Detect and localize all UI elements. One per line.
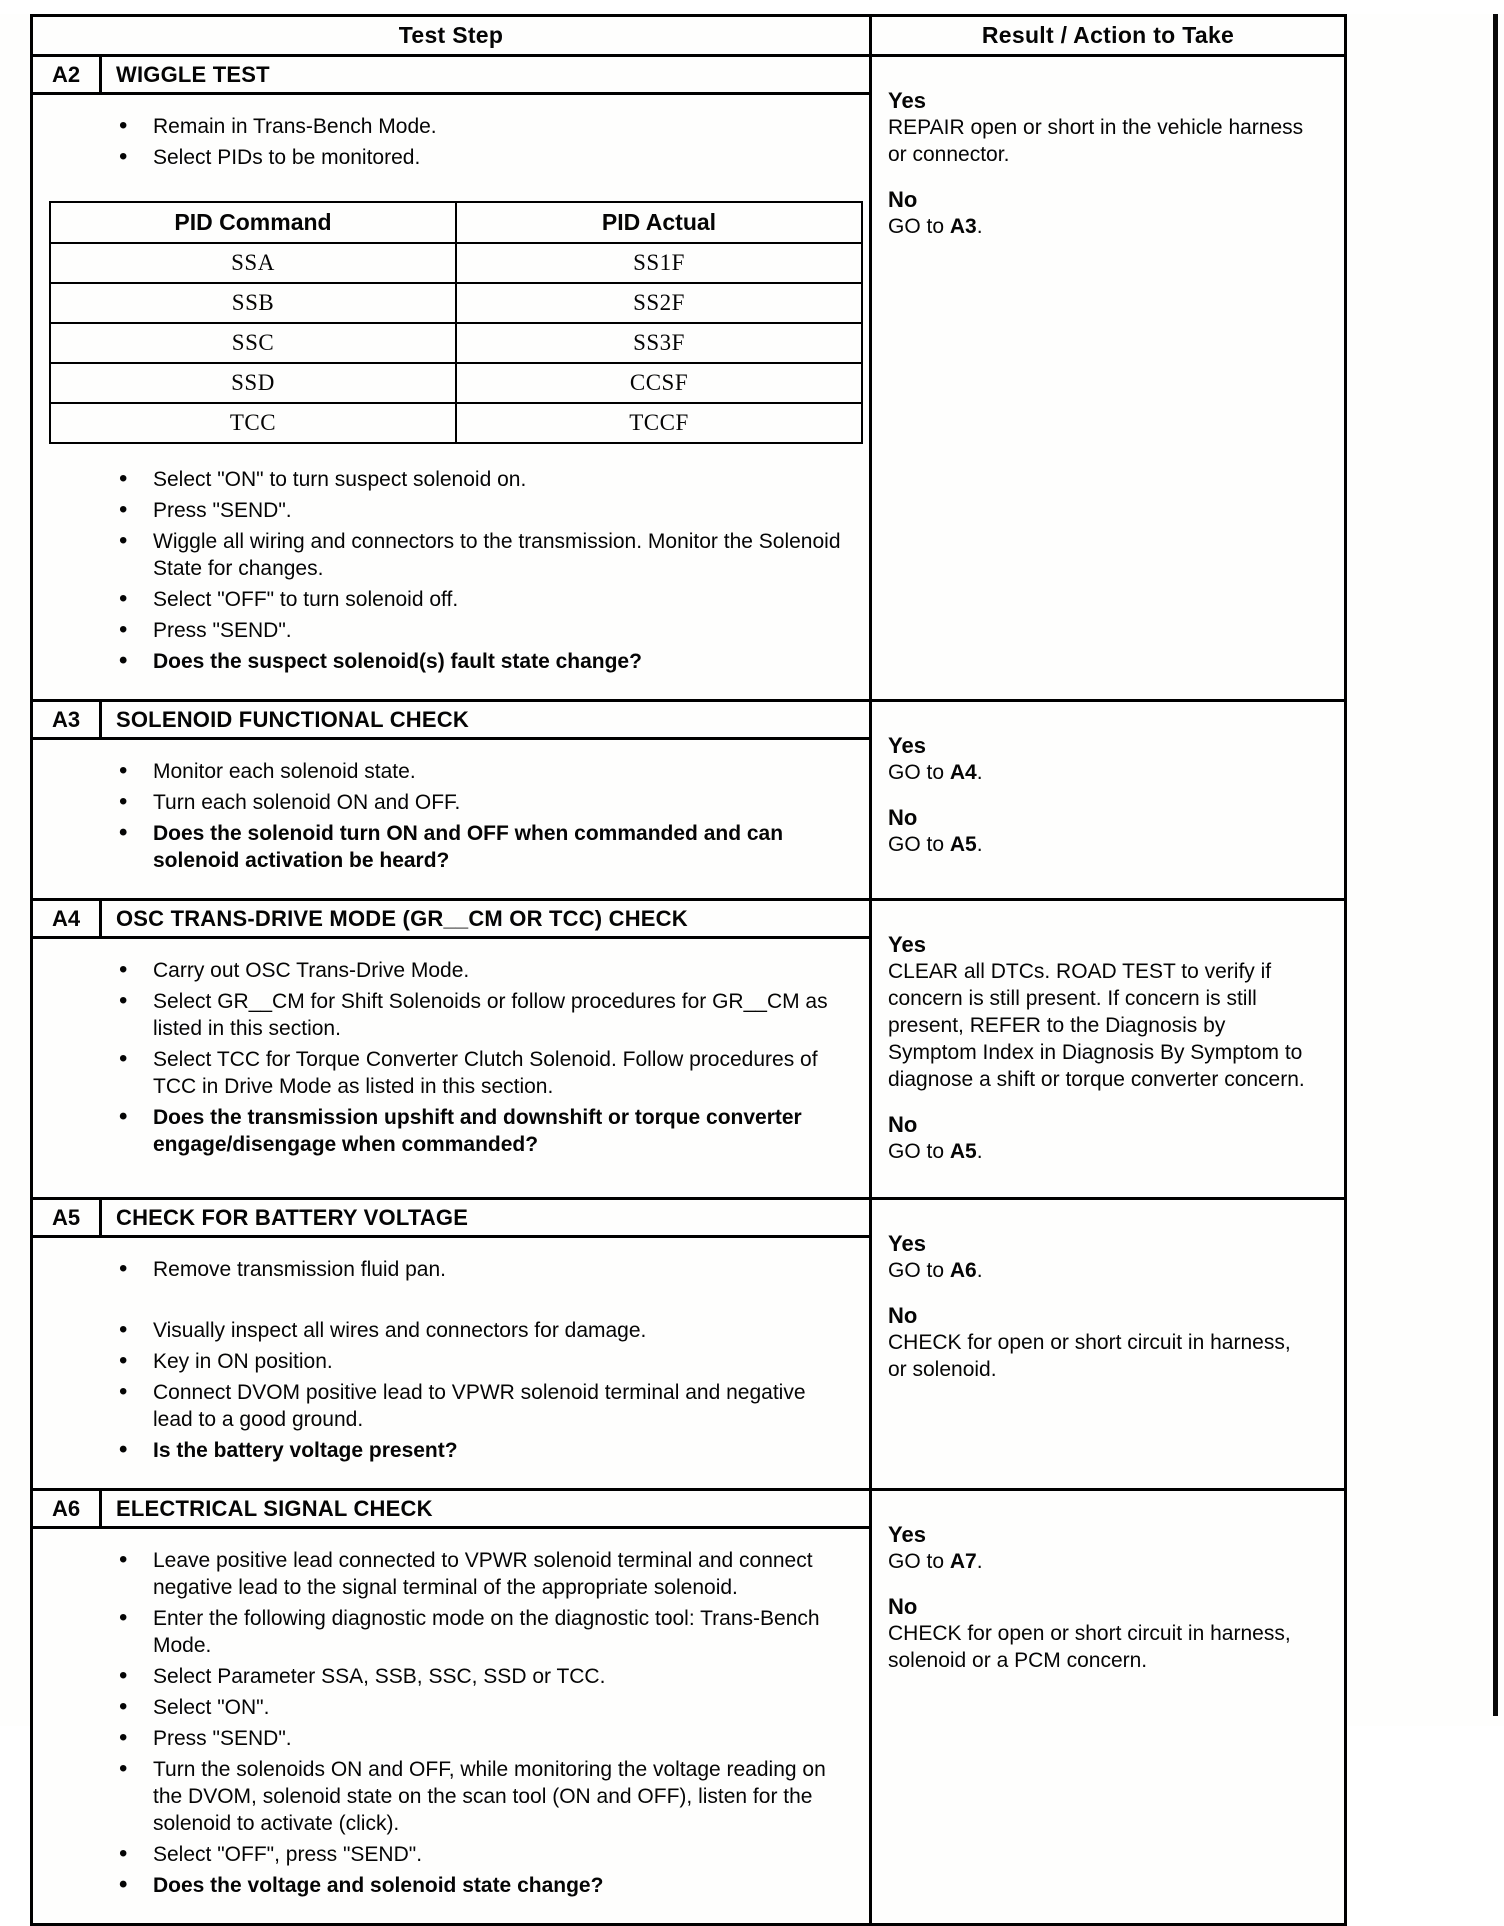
result-action-text: [888, 213, 1308, 240]
test-step-cell: [32, 56, 871, 701]
test-instruction: • Press "SEND".: [33, 497, 851, 524]
result-action-text: [888, 759, 1308, 786]
action-text: .: [976, 1140, 983, 1163]
test-steps-container: [32, 56, 1346, 1925]
test-question: • Does the solenoid turn ON and OFF when commanded and can solenoid activation be heard?: [33, 820, 851, 874]
pid-table: [49, 201, 863, 444]
bullet-list: [33, 758, 855, 874]
step-header: [33, 57, 869, 95]
pid-value: CCSF: [456, 363, 862, 403]
step-body: [33, 740, 869, 898]
pid-value: SS2F: [456, 283, 862, 323]
test-instruction: • Select Parameter SSA, SSB, SSC, SSD or TCC.: [33, 1663, 851, 1690]
scan-edge-artifact: [1493, 14, 1498, 1716]
result-action-text: [888, 1620, 1308, 1674]
test-instruction: • Key in ON position.: [33, 1348, 851, 1375]
result-action-cell: [871, 900, 1346, 1199]
pid-table-row: [50, 243, 862, 283]
test-step-column-header: Test Step: [32, 16, 871, 56]
test-instruction: • Press "SEND".: [33, 617, 851, 644]
action-text: .: [976, 1550, 983, 1573]
test-instruction: • Remain in Trans-Bench Mode.: [33, 113, 851, 140]
test-instruction: • Turn the solenoids ON and OFF, while monitoring the voltage reading on the DVOM, solenoid state on the scan tool (ON and OFF), listen for the solenoid to activate (click).: [33, 1756, 851, 1837]
test-instruction: • Wiggle all wiring and connectors to the transmission. Monitor the Solenoid State for changes.: [33, 528, 851, 582]
step-title: CHECK FOR BATTERY VOLTAGE: [116, 1205, 469, 1230]
result-block: [888, 1111, 1324, 1165]
result-action-text: [888, 1329, 1308, 1383]
result-action-cell: [871, 1199, 1346, 1490]
action-text: CLEAR all DTCs. ROAD TEST to verify if concern is still present. If concern is still present, REFER to the Diagnosis by Symptom Index in Diagnosis By Symptom to diagnose a shift or torque converter concern.: [888, 960, 1305, 1091]
bullet-list: [33, 1256, 855, 1464]
test-instruction: • Carry out OSC Trans-Drive Mode.: [33, 957, 851, 984]
result-label: No: [888, 1303, 918, 1328]
action-text: GO to: [888, 1550, 950, 1573]
result-label: Yes: [888, 733, 926, 758]
step-reference: A3: [949, 215, 977, 238]
test-instruction: • Remove transmission fluid pan.: [33, 1256, 851, 1283]
pid-value: SSD: [50, 363, 456, 403]
result-action-cell: [871, 1490, 1346, 1925]
table-header: [32, 16, 1346, 56]
test-instruction: • Visually inspect all wires and connectors for damage.: [33, 1317, 851, 1344]
step-body: [33, 95, 869, 699]
step-reference: A7: [949, 1550, 977, 1573]
step-row-a2: [32, 56, 1346, 701]
result-block: [888, 1593, 1324, 1674]
result-action-text: [888, 1138, 1308, 1165]
step-header: [33, 1200, 869, 1238]
result-action-text: [888, 1548, 1308, 1575]
step-id: A3: [33, 702, 102, 737]
action-text: GO to: [888, 1140, 950, 1163]
step-reference: A4: [949, 761, 977, 784]
test-step-cell: [32, 1199, 871, 1490]
result-block: [888, 186, 1324, 240]
result-block: [888, 87, 1324, 168]
step-reference: A5: [949, 1140, 977, 1163]
pid-value: SS1F: [456, 243, 862, 283]
step-title: ELECTRICAL SIGNAL CHECK: [116, 1496, 433, 1521]
pid-column-header: PID Actual: [456, 202, 862, 243]
step-header: [33, 1491, 869, 1529]
step-header: [33, 702, 869, 740]
result-block: [888, 1521, 1324, 1575]
result-label: Yes: [888, 1231, 926, 1256]
test-step-cell: [32, 900, 871, 1199]
test-instruction: • Select "OFF", press "SEND".: [33, 1841, 851, 1868]
result-label: Yes: [888, 1522, 926, 1547]
result-label: No: [888, 1594, 918, 1619]
pid-table-row: [50, 403, 862, 443]
action-text: .: [976, 1259, 983, 1282]
test-instruction: • Leave positive lead connected to VPWR solenoid terminal and connect negative lead to the signal terminal of the appropriate solenoid.: [33, 1547, 851, 1601]
pid-table-row: [50, 323, 862, 363]
step-row-a3: [32, 701, 1346, 900]
result-action-text: [888, 1257, 1308, 1284]
table-header-row: [32, 16, 1346, 56]
test-instruction: • Monitor each solenoid state.: [33, 758, 851, 785]
result-label: No: [888, 187, 918, 212]
test-question: • Is the battery voltage present?: [33, 1437, 851, 1464]
result-block: [888, 1302, 1324, 1383]
step-row-a5: [32, 1199, 1346, 1490]
pid-value: TCCF: [456, 403, 862, 443]
test-instruction: • Turn each solenoid ON and OFF.: [33, 789, 851, 816]
action-text: .: [976, 833, 983, 856]
pinpoint-test-table: [30, 14, 1347, 1926]
test-step-cell: [32, 1490, 871, 1925]
test-instruction: • Select "ON".: [33, 1694, 851, 1721]
result-action-text: [888, 958, 1308, 1093]
pid-table-row: [50, 283, 862, 323]
step-title: WIGGLE TEST: [116, 62, 270, 87]
test-step-cell: [32, 701, 871, 900]
bullet-list: [33, 957, 855, 1158]
action-text: .: [976, 215, 983, 238]
test-instruction: • Connect DVOM positive lead to VPWR solenoid terminal and negative lead to a good ground.: [33, 1379, 851, 1433]
pid-table-row: [50, 363, 862, 403]
action-text: .: [976, 761, 983, 784]
step-body: [33, 939, 869, 1182]
step-body: [33, 1529, 869, 1923]
test-instruction: • Select PIDs to be monitored.: [33, 144, 851, 171]
result-block: [888, 732, 1324, 786]
action-text: CHECK for open or short circuit in harness, solenoid or a PCM concern.: [888, 1622, 1291, 1672]
test-instruction: • Press "SEND".: [33, 1725, 851, 1752]
result-block: [888, 931, 1324, 1093]
pid-value: TCC: [50, 403, 456, 443]
pid-value: SSC: [50, 323, 456, 363]
step-reference: A6: [949, 1259, 977, 1282]
action-text: GO to: [888, 761, 950, 784]
step-row-a6: [32, 1490, 1346, 1925]
test-instruction: • Select "ON" to turn suspect solenoid on.: [33, 466, 851, 493]
step-header: [33, 901, 869, 939]
step-id: A2: [33, 57, 102, 92]
test-question: • Does the suspect solenoid(s) fault state change?: [33, 648, 851, 675]
result-label: No: [888, 1112, 918, 1137]
step-id: A4: [33, 901, 102, 936]
bullet-list: [33, 113, 855, 171]
result-action-cell: [871, 56, 1346, 701]
pid-value: SSA: [50, 243, 456, 283]
pid-column-header: PID Command: [50, 202, 456, 243]
action-text: GO to: [888, 833, 950, 856]
result-label: Yes: [888, 88, 926, 113]
step-id: A5: [33, 1200, 102, 1235]
step-body: [33, 1238, 869, 1488]
result-action-cell: [871, 701, 1346, 900]
bullet-list: [33, 466, 855, 675]
result-action-text: [888, 114, 1308, 168]
pid-value: SSB: [50, 283, 456, 323]
step-reference: A5: [949, 833, 977, 856]
step-row-a4: [32, 900, 1346, 1199]
test-instruction: • Select GR__CM for Shift Solenoids or follow procedures for GR__CM as listed in this section.: [33, 988, 851, 1042]
test-question: • Does the transmission upshift and downshift or torque converter engage/disengage when commanded?: [33, 1104, 851, 1158]
action-text: CHECK for open or short circuit in harness, or solenoid.: [888, 1331, 1291, 1381]
action-text: REPAIR open or short in the vehicle harness or connector.: [888, 116, 1304, 166]
test-instruction: • Select TCC for Torque Converter Clutch Solenoid. Follow procedures of TCC in Drive Mode as listed in this section.: [33, 1046, 851, 1100]
step-title: OSC TRANS-DRIVE MODE (GR__CM OR TCC) CHECK: [116, 906, 688, 931]
result-block: [888, 1230, 1324, 1284]
bullet-list: [33, 1547, 855, 1899]
result-block: [888, 804, 1324, 858]
action-text: GO to: [888, 215, 950, 238]
result-action-column-header: Result / Action to Take: [871, 16, 1346, 56]
scanned-document-page: [0, 14, 1504, 1897]
test-instruction: • Enter the following diagnostic mode on the diagnostic tool: Trans-Bench Mode.: [33, 1605, 851, 1659]
result-action-text: [888, 831, 1308, 858]
action-text: GO to: [888, 1259, 950, 1282]
pid-value: SS3F: [456, 323, 862, 363]
step-id: A6: [33, 1491, 102, 1526]
step-title: SOLENOID FUNCTIONAL CHECK: [116, 707, 469, 732]
result-label: Yes: [888, 932, 926, 957]
pid-table-header-row: [50, 202, 862, 243]
test-instruction: • Select "OFF" to turn solenoid off.: [33, 586, 851, 613]
result-label: No: [888, 805, 918, 830]
test-question: • Does the voltage and solenoid state change?: [33, 1872, 851, 1899]
